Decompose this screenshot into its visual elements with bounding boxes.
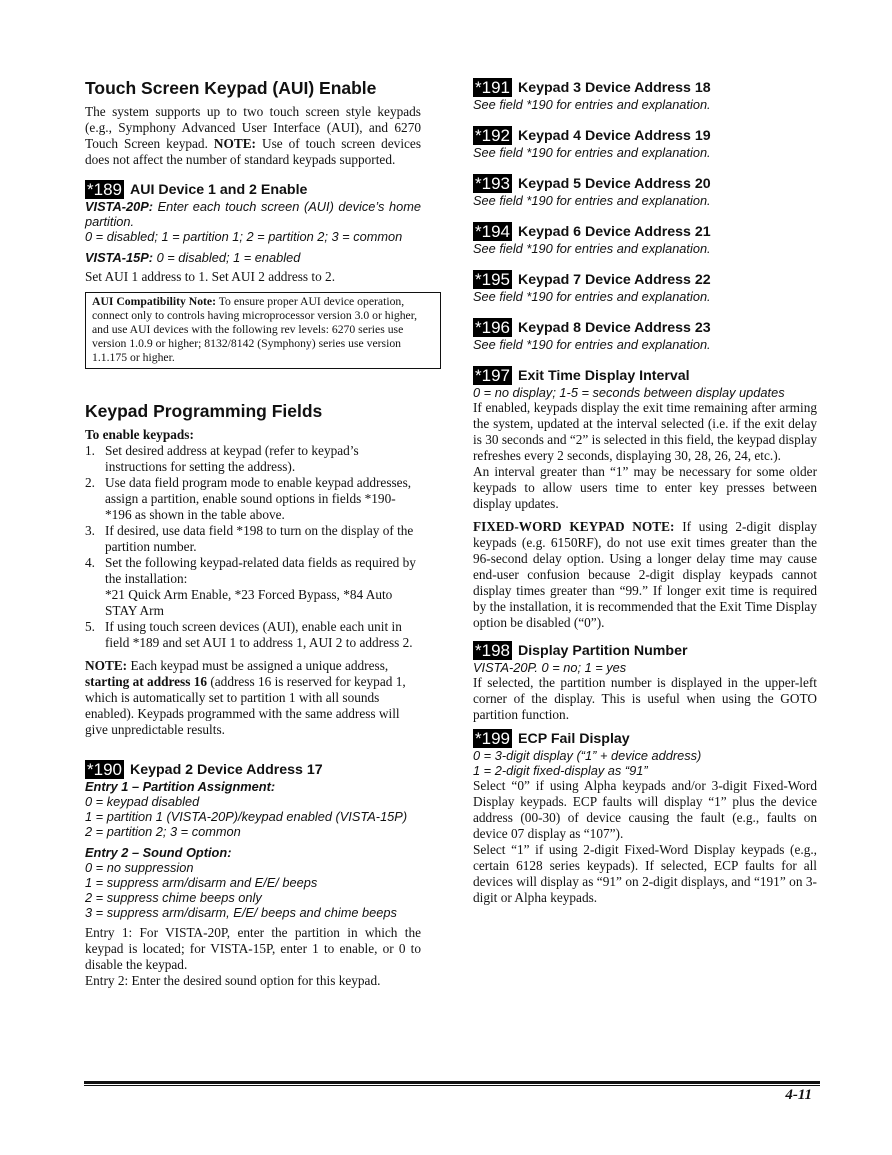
entry-2-heading: Entry 2 – Sound Option: [85, 845, 232, 860]
field-189-vista20: VISTA-20P: Enter each touch screen (AUI) device’s home partition. [85, 199, 421, 229]
field-heading [473, 318, 817, 337]
field-name: ECP Fail Display [517, 730, 630, 747]
footer-rule [84, 1081, 820, 1084]
field-190-heading [85, 760, 421, 779]
fixed-word-keypad-note: FIXED-WORD KEYPAD NOTE: If using 2-digit display keypads (e.g. 6150RF), do not use exit times greater than the 96-second delay option. Using a longer delay time may cause end-user confusion because 2-digit display keypads cannot display times greater than “99.” If longer exit time is required by the installation, it is recommended that the Exit Time Display option be disabled (“0”). [473, 519, 818, 630]
field-189-heading [85, 180, 421, 199]
field-number-badge: *190 [87, 760, 122, 779]
field-197 [473, 366, 817, 631]
field-description: See field *190 for entries and explanation. [473, 145, 711, 160]
field-198-paragraph: If selected, the partition number is displayed in the upper-left corner of the display. This is useful when using the GOTO partition function. [473, 675, 817, 722]
field-189-vista15: VISTA-15P: 0 = disabled; 1 = enabled [85, 250, 301, 265]
aui-section-title: Touch Screen Keypad (AUI) Enable [85, 78, 377, 98]
field-name: Keypad 8 Device Address 23 [517, 319, 711, 336]
field-name: Display Partition Number [517, 642, 688, 659]
field-number-badge: *195 [475, 270, 510, 289]
list-item: 2. Use data field program mode to enable keypad addresses, assign a partition, enable sound options in fields *190-*196 as shown in the table above. [85, 475, 412, 522]
field-name: Keypad 7 Device Address 22 [517, 271, 711, 288]
entry-2-line: 1 = suppress arm/disarm and E/E/ beeps [85, 875, 318, 890]
enable-keypads-heading: To enable keypads: [85, 427, 194, 442]
field-heading [473, 729, 817, 748]
address-field-191 [473, 78, 817, 112]
address-field-196 [473, 318, 817, 352]
field-name: Keypad 3 Device Address 18 [517, 79, 711, 96]
field-name: Keypad 2 Device Address 17 [129, 761, 323, 778]
keypad-address-note: NOTE: Each keypad must be assigned a unique address, starting at address 16 (address 16 is reserved for keypad 1, which is automatically set to partition 1 with all sounds enabled). Keypads programmed with the same address will give unpredictable results. [85, 658, 406, 737]
address-field-192 [473, 126, 817, 160]
field-description: See field *190 for entries and explanation. [473, 241, 711, 256]
field-number-badge: *194 [475, 222, 510, 241]
field-190-entry2-text: Entry 2: Enter the desired sound option for this keypad. [85, 973, 381, 988]
field-number-badge: *192 [475, 126, 510, 145]
entry-2-line: 2 = suppress chime beeps only [85, 890, 262, 905]
field-199-paragraph: Select “1” if using 2-digit Fixed-Word Display keypads (e.g., certain 6128 series keypads). If selected, ECP faults for all devices will display as “91” on 2-digit displays, and “191” on 3-digit or Alpha keypads. [473, 842, 817, 905]
entry-1-line: 1 = partition 1 (VISTA-20P)/keypad enabled (VISTA-15P) [85, 809, 408, 824]
field-name: Exit Time Display Interval [517, 367, 690, 384]
list-item: 3. If desired, use data field *198 to turn on the display of the partition number. [85, 523, 414, 554]
field-option-line: 0 = 3-digit display (“1” + device address) [473, 748, 702, 763]
field-number-badge: *191 [475, 78, 510, 97]
field-199-paragraph: Select “0” if using Alpha keypads and/or 3-digit Fixed-Word Display keypads. ECP faults will display “1” plus the device address (00-30) of device causing the fault (e.g., faults on device 07 display as “107”). [473, 778, 817, 841]
field-name: AUI Device 1 and 2 Enable [129, 181, 308, 198]
field-options: VISTA-20P. 0 = no; 1 = yes [473, 660, 627, 675]
left-column [85, 78, 421, 989]
page-number: 4-11 [785, 1087, 812, 1103]
field-heading [473, 174, 817, 193]
right-column [473, 78, 817, 906]
keypad-programming-title: Keypad Programming Fields [85, 401, 323, 421]
field-description: See field *190 for entries and explanation. [473, 97, 711, 112]
field-number-badge: *196 [475, 318, 510, 337]
field-189-set-text: Set AUI 1 address to 1. Set AUI 2 address to 2. [85, 269, 336, 284]
entry-1-heading: Entry 1 – Partition Assignment: [85, 779, 276, 794]
entry-2-line: 3 = suppress arm/disarm, E/E/ beeps and chime beeps [85, 905, 397, 920]
field-description: See field *190 for entries and explanation. [473, 289, 711, 304]
field-heading [473, 78, 817, 97]
footer-rule-thin [84, 1085, 820, 1086]
field-heading [473, 126, 817, 145]
field-description: See field *190 for entries and explanation. [473, 337, 711, 352]
address-field-193 [473, 174, 817, 208]
field-197-paragraph: An interval greater than “1” may be necessary for some older keypads to allow users time to enter key presses between display updates. [473, 464, 817, 511]
field-number-badge: *189 [87, 180, 122, 199]
field-199 [473, 729, 817, 906]
address-field-194 [473, 222, 817, 256]
field-198 [473, 641, 817, 723]
field-189-options: 0 = disabled; 1 = partition 1; 2 = partition 2; 3 = common [85, 229, 403, 244]
list-item: 5. If using touch screen devices (AUI), enable each unit in field *189 and set AUI 1 to address 1, AUI 2 to address 2. [85, 619, 413, 650]
field-heading [473, 366, 817, 385]
field-number-badge: *199 [475, 729, 510, 748]
enable-steps-list [85, 443, 421, 651]
field-options: 0 = no display; 1-5 = seconds between display updates [473, 385, 785, 400]
aui-compatibility-note-box [85, 292, 441, 369]
field-name: Keypad 6 Device Address 21 [517, 223, 711, 240]
entry-1-line: 2 = partition 2; 3 = common [85, 824, 241, 839]
field-number-badge: *193 [475, 174, 510, 193]
field-name: Keypad 5 Device Address 20 [517, 175, 711, 192]
aui-intro-paragraph: The system supports up to two touch screen style keypads (e.g., Symphony Advanced User Interface (AUI), and 6270 Touch Screen keypad. NOTE: Use of touch screen devices does not affect the number of standard keypads supported. [85, 104, 421, 167]
field-197-paragraph: If enabled, keypads display the exit time remaining after arming the system, updated at the interval selected (i.e. if the exit delay is 30 seconds and “2” is selected in this field, the keypad display refreshes every 2 seconds, displaying 30, 28, 26, 24, etc.). [473, 400, 817, 463]
field-description: See field *190 for entries and explanation. [473, 193, 711, 208]
list-item: 4. Set the following keypad-related data fields as required by the installation: *21 Quick Arm Enable, *23 Forced Bypass, *84 Auto STAY Arm [85, 555, 416, 618]
list-item: 1. Set desired address at keypad (refer to keypad’s instructions for setting the address). [85, 443, 359, 474]
field-number-badge: *197 [475, 366, 510, 385]
entry-2-line: 0 = no suppression [85, 860, 194, 875]
field-option-line: 1 = 2-digit fixed-display as “91” [473, 763, 648, 778]
field-number-badge: *198 [475, 641, 510, 660]
entry-1-line: 0 = keypad disabled [85, 794, 200, 809]
address-field-195 [473, 270, 817, 304]
field-heading [473, 270, 817, 289]
field-name: Keypad 4 Device Address 19 [517, 127, 711, 144]
field-190-entry1-text: Entry 1: For VISTA-20P, enter the partition in which the keypad is located; for VISTA-15P, enter 1 to enable, or 0 to disable the keypad. [85, 925, 421, 972]
field-heading [473, 222, 817, 241]
compat-note-text: AUI Compatibility Note: To ensure proper AUI device operation, connect only to controls having microprocessor version 3.0 or higher, and use AUI devices with the following rev levels: 6270 series use version 1.0.9 or higher; 8132/8142 (Symphony) series use version 1.1.175 or higher. [92, 295, 418, 364]
field-heading [473, 641, 817, 660]
